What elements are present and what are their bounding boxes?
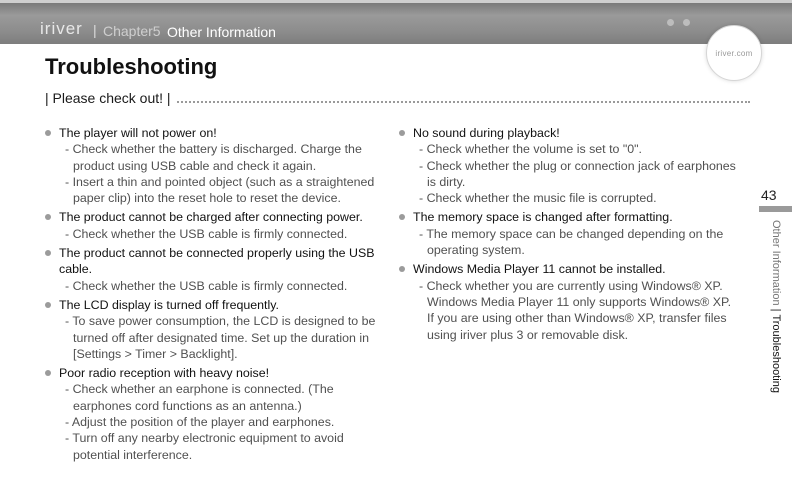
chapter-title: Other Information: [167, 24, 276, 40]
decorative-dots: [667, 13, 699, 31]
faq-question: The memory space is changed after formatting.: [413, 210, 673, 225]
chapter-label: Chapter5: [103, 23, 161, 39]
subheading: | Please check out! |: [45, 90, 175, 106]
faq-item: [399, 209, 739, 258]
faq-question: Poor radio reception with heavy noise!: [59, 366, 270, 381]
faq-answer: - Check whether the USB cable is firmly connected.: [65, 226, 348, 241]
faq-item: [45, 297, 385, 362]
brand-logo-text: iriver: [40, 19, 83, 38]
faq-question: The product cannot be connected properly using the USB cable.: [59, 246, 375, 277]
faq-question: The player will not power on!: [59, 126, 217, 140]
faq-question: The product cannot be charged after connecting power.: [59, 210, 363, 225]
faq-item: [399, 125, 739, 206]
side-separator: |: [770, 308, 782, 312]
faq-answer: - Check whether the volume is set to "0".: [419, 142, 642, 157]
faq-item: [399, 261, 739, 342]
faq-question: Windows Media Player 11 cannot be installed.: [413, 262, 666, 277]
chapter-header-bar: [0, 0, 792, 44]
faq-item: [45, 209, 385, 242]
faq-answer: - Check whether the music file is corrupted.: [419, 191, 657, 206]
logo-text: iriver.com: [715, 48, 753, 58]
faq-answer: - The memory space can be changed depending on the operating system.: [419, 226, 724, 258]
subheading-row: [45, 90, 750, 108]
faq-answer: - Turn off any nearby electronic equipment to avoid potential interference.: [65, 431, 344, 462]
right-column: [399, 125, 739, 346]
faq-answer: - Insert a thin and pointed object (such as a straightened paper clip) into the reset hole to reset the device.: [65, 174, 375, 206]
iriver-badge-logo: [706, 25, 762, 81]
faq-question: No sound during playback!: [413, 126, 560, 140]
dot-icon: [667, 19, 674, 26]
faq-item: [45, 125, 385, 206]
faq-answer: - Check whether the plug or connection jack of earphones is dirty.: [419, 158, 736, 189]
faq-answer: - To save power consumption, the LCD is designed to be turned off after designated time. Set up the duration in [Settings > Timer > Backlight].: [65, 314, 376, 361]
faq-answer: - Check whether an earphone is connected. (The earphones cord functions as an antenna.): [65, 382, 334, 413]
page-number: 43: [761, 187, 777, 203]
page-title: Troubleshooting: [45, 54, 218, 79]
faq-question: The LCD display is turned off frequently.: [59, 297, 279, 312]
faq-answer: - Adjust the position of the player and earphones.: [65, 415, 335, 430]
faq-item: [45, 365, 385, 463]
faq-item: [45, 245, 385, 294]
side-tab: [769, 220, 783, 393]
side-section-label: Other Information: [770, 220, 782, 306]
faq-answer: - Check whether you are currently using Windows® XP. Windows Media Player 11 only supports Windows® XP. If you are using other than Windows® XP, transfer files using iriver plus 3 or removable disk.: [419, 278, 732, 342]
faq-answer: - Check whether the USB cable is firmly connected.: [65, 278, 348, 293]
page-marker-bar: [759, 206, 792, 212]
faq-answer: - Check whether the battery is discharged. Charge the product using USB cable and check it again.: [65, 142, 362, 173]
side-tab-text: [769, 220, 783, 393]
side-topic-label: Troubleshooting: [770, 314, 782, 393]
header-divider: |: [93, 22, 97, 38]
dot-icon: [683, 19, 690, 26]
left-column: [45, 125, 385, 466]
dotted-rule: [170, 101, 750, 103]
